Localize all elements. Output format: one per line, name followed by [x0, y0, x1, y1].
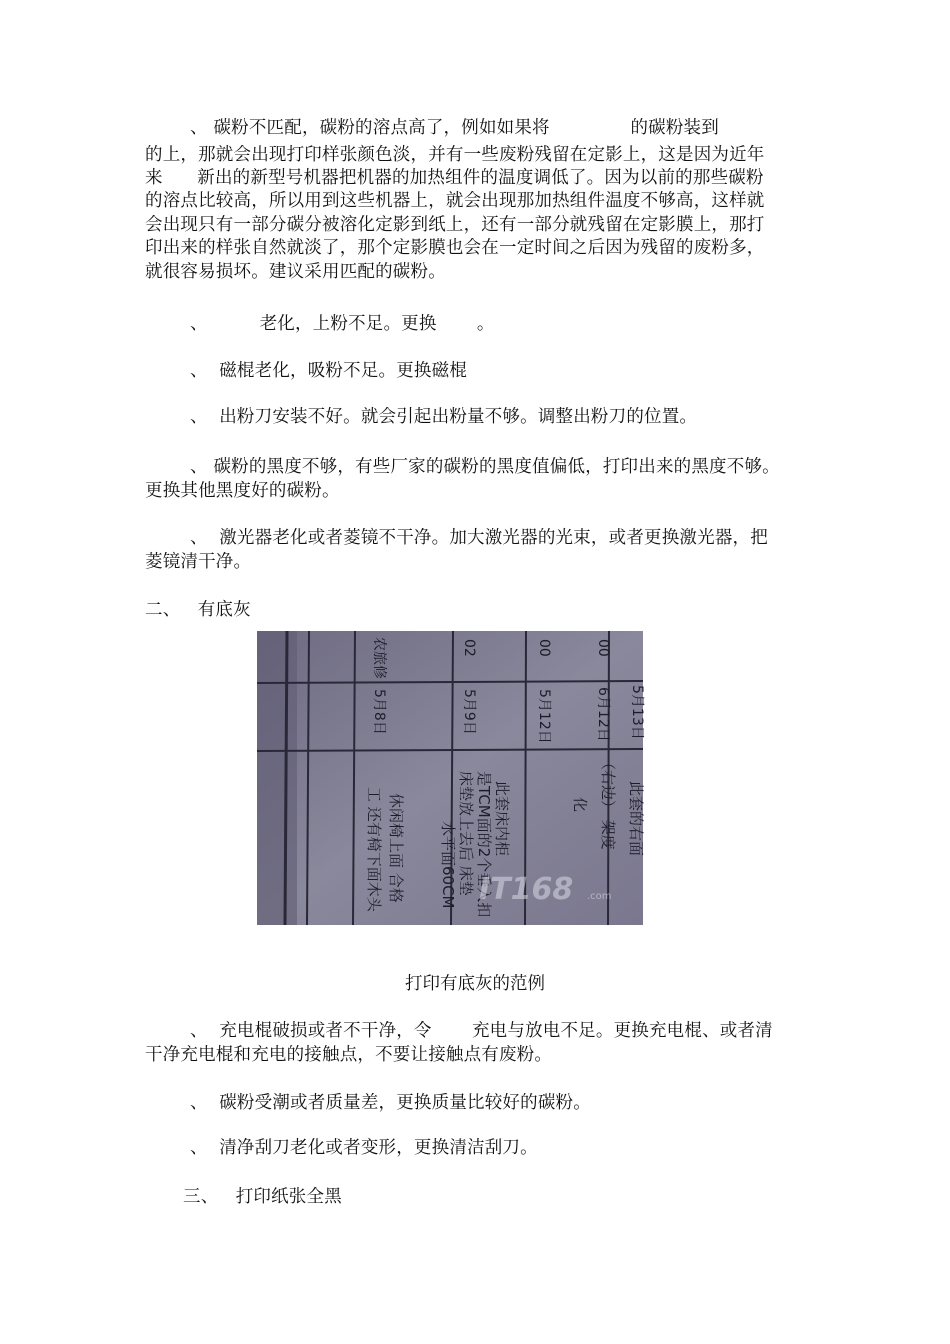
photo-col-3: 00	[536, 639, 552, 657]
para-3: 、 磁棍老化，吸粉不足。更换磁棍	[190, 361, 468, 381]
photo-date-5: 5月13日	[629, 685, 645, 740]
photo-date-1: 5月8日	[371, 689, 387, 735]
sec2-para-2: 、 碳粉受潮或者质量差，更换质量比较好的碳粉。	[190, 1093, 591, 1113]
photo-text-5: 床垫放上去后 床垫	[457, 771, 475, 896]
sample-photo	[257, 631, 643, 925]
photo-text-6: 水平面60CM	[439, 821, 457, 909]
para-2: 、 老化，上粉不足。更换 。	[190, 314, 495, 334]
photo-text-9: 此套的右面	[627, 781, 645, 857]
photo-date-3: 5月12日	[536, 689, 552, 744]
watermark-suffix: .com	[587, 891, 612, 902]
para-1-line-4: 的溶点比较高，所以用到这些机器上，就会出现那加热组件温度不够高，这样就	[145, 191, 765, 211]
para-5-line-2: 更换其他黑度好的碳粉。	[145, 481, 340, 501]
para-1-line-5: 会出现只有一部分碳分被溶化定影到纸上，还有一部分就残留在定影膜上，那打	[145, 215, 765, 235]
para-1-line-3: 来 新出的新型号机器把机器的加热组件的温度调低了。因为以前的那些碳粉	[145, 168, 764, 188]
para-4: 、 出粉刀安装不好。就会引起出粉量不够。调整出粉刀的位置。	[190, 407, 698, 427]
photo-text-4: 是TCM面的2个垂入扣	[475, 771, 493, 918]
photo-date-2: 5月9日	[461, 689, 477, 735]
sec2-para-1-line-2: 干净充电棍和充电的接触点，不要让接触点有废粉。	[145, 1045, 553, 1065]
para-1-line-2: 的上，那就会出现打印样张颜色淡，并有一些废粉残留在定影上，这是因为近年	[145, 145, 765, 165]
para-6-line-2: 菱镜清干净。	[145, 552, 252, 572]
photo-col-4: 00	[595, 639, 611, 657]
photo-col-2: 02	[461, 639, 477, 657]
para-1-line-6: 印出来的样张自然就淡了，那个定影膜也会在一定时间之后因为残留的废粉多，	[145, 238, 765, 258]
section-2-heading: 二、 有底灰	[145, 600, 251, 620]
photo-text-8: 化	[571, 797, 589, 813]
para-1-line-7: 就很容易损坏。建议采用匹配的碳粉。	[145, 262, 446, 282]
photo-text-7: （右边） 架度	[599, 755, 617, 850]
section-3-heading: 三、 打印纸张全黑	[183, 1187, 342, 1207]
photo-caption: 打印有底灰的范例	[405, 974, 545, 994]
para-5-line-1: 、 碳粉的黑度不够，有些厂家的碳粉的黑度值偏低，打印出来的黑度不够。	[190, 457, 780, 477]
sec2-para-1-line-1: 、 充电棍破损或者不干净，令 充电与放电不足。更换充电棍、或者清	[190, 1021, 773, 1041]
para-6-line-1: 、 激光器老化或者菱镜不干净。加大激光器的光束，或者更换激光器，把	[190, 528, 768, 548]
photo-text-1: 休闲椅上面 合格	[387, 793, 405, 903]
para-1-line-1: 、 碳粉不匹配，碳粉的溶点高了，例如如果将 的碳粉装到	[190, 118, 719, 138]
photo-col-1: 农旅修	[371, 637, 387, 679]
sec2-para-3: 、 清净刮刀老化或者变形，更换清洁刮刀。	[190, 1138, 538, 1158]
photo-date-4: 6月12日	[595, 687, 611, 742]
photo-text-2: 工 还有椅下面木头	[365, 787, 383, 912]
watermark-text: IT168	[479, 872, 574, 907]
photo-text-3: 此套床内柜	[493, 781, 511, 857]
